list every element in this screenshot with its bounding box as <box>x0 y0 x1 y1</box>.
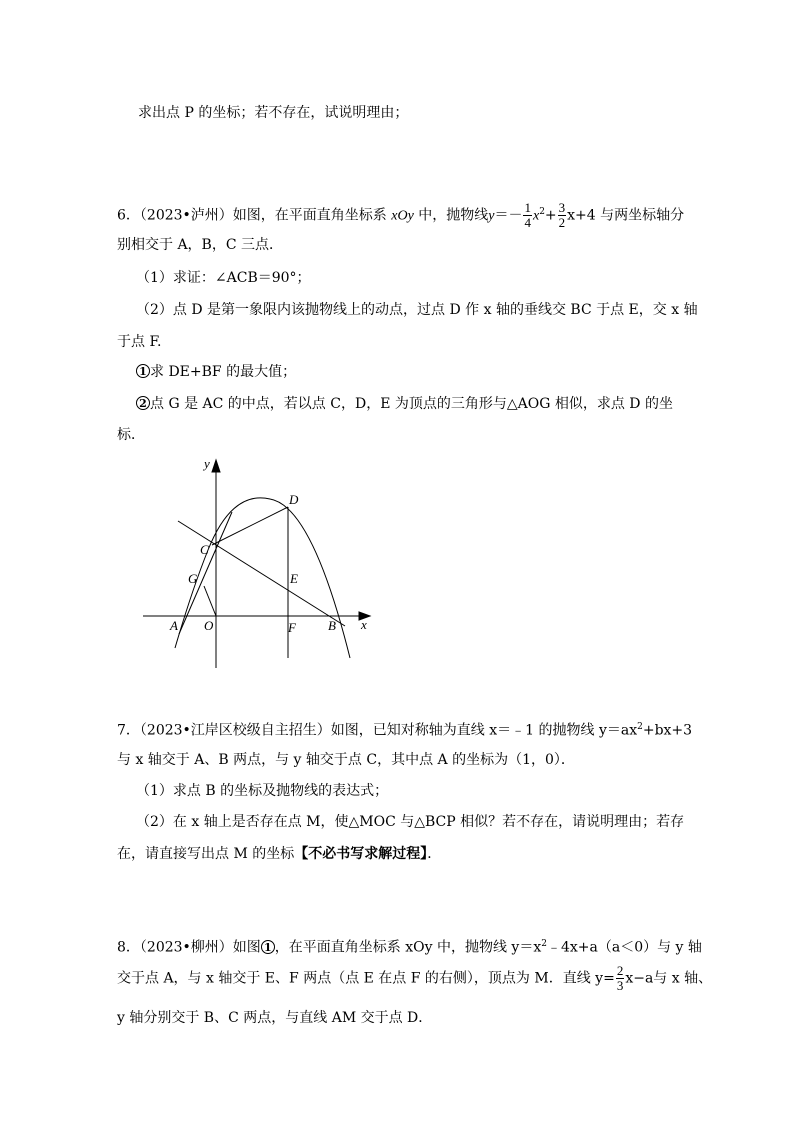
q6-line-1: 6．（2023•泸州）如图，在平面直角坐标系 xOy 中，抛物线y＝－ $\frac{1}{4}$ $x^2+$ $\frac{3}{2}$ x+4 与两坐标轴分 <box>117 200 685 231</box>
fraction-1-4: $\frac{1}{4}$ <box>524 200 531 231</box>
q6-part-1: （1）求证：∠ACB＝90°； <box>136 270 311 286</box>
q8-line-1: 8．（2023•柳州）如图 1 ，在平面直角坐标系 xOy 中，抛物线 $y=x^2﹣4x+a(a<0)$与 y 轴 <box>117 939 702 956</box>
label-b: B <box>328 618 336 633</box>
q7-part-1: （1）求点 B 的坐标及抛物线的表达式； <box>136 783 389 799</box>
label-f: F <box>288 620 296 635</box>
q6-part-2a: （2）点 D 是第一象限内该抛物线上的动点，过点 D 作 x 轴的垂线交 BC 于点 E，交 x 轴 <box>136 302 698 318</box>
y-axis-arrow <box>212 460 220 472</box>
circled-two: 2 <box>136 396 150 410</box>
segment-cd <box>212 507 288 545</box>
q6-part-2b: 于点 F. <box>117 334 162 350</box>
q7-line-2: 与 x 轴交于 A、B 两点，与 y 轴交于点 C，其中点 A 的坐标为（1，0）． <box>117 752 575 768</box>
q6-line-2: 别相交于 A，B，C 三点． <box>117 237 284 253</box>
label-x: x <box>361 617 367 632</box>
fraction-3-2: $\frac{3}{2}$ <box>558 200 566 231</box>
q6-sub-2-line-2: 标． <box>117 427 145 443</box>
circled-one: 1 <box>261 940 275 954</box>
q8-line-3: y 轴分别交于 B、C 两点，与直线 AM 交于点 D． <box>117 1010 433 1026</box>
label-c: C <box>200 542 209 557</box>
q7-line-1: 7．（2023•江岸区校级自主招生）如图，已知对称轴为直线 x＝﹣1 的抛物线 $y=ax^2+bx+3$ <box>117 722 693 739</box>
label-y: y <box>204 456 210 471</box>
q7-part-2b: 在，请直接写出点 M 的坐标【不必书写求解过程】． <box>117 846 442 862</box>
label-a: A <box>170 618 178 633</box>
q6-sub-2: 2 点 G 是 AC 的中点，若以点 C，D，E 为顶点的三角形与△AOG 相似，求点 D 的坐 <box>136 394 673 414</box>
fraction-2-3: $\frac{2}{3}$ <box>616 963 624 993</box>
q7-part-2a: （2）在 x 轴上是否存在点 M，使△MOC 与△BCP 相似？若不存在，请说明理由；若存 <box>136 814 685 830</box>
label-e: E <box>290 571 298 586</box>
prev-question-line: 求出点 P 的坐标；若不存在，试说明理由； <box>138 105 409 121</box>
line-bc <box>178 521 345 626</box>
label-d: D <box>289 492 299 507</box>
parabola <box>175 498 350 658</box>
circled-one: 1 <box>136 364 150 378</box>
q6-figure <box>130 450 390 680</box>
label-g: G <box>188 571 198 586</box>
label-o: O <box>204 618 214 633</box>
q8-line-2: 交于点 A，与 x 轴交于 E、F 两点（点 E 在点 F 的右侧），顶点为 M．直线 y= $\frac{2}{3}$ x−a与 x 轴、 <box>117 963 713 993</box>
segment-go <box>204 586 216 616</box>
q6-sub-1: 1 求 DE+BF 的最大值； <box>136 362 296 382</box>
